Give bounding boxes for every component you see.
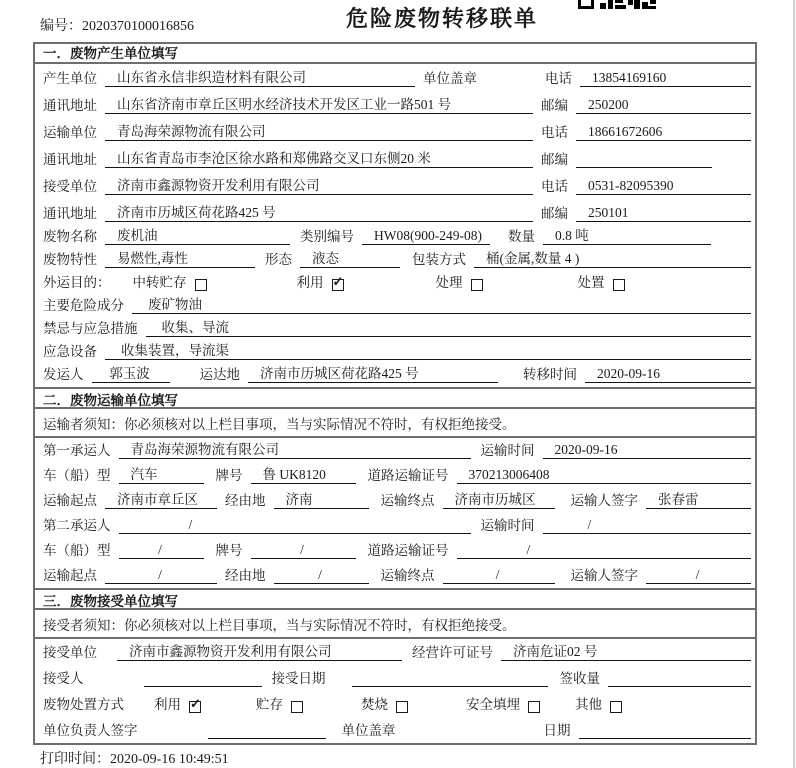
row-route-1 xyxy=(35,488,755,513)
purpose-option-treat xyxy=(436,275,483,291)
field-label: 禁忌与应急措施 xyxy=(43,321,138,336)
field-label: 发运人 xyxy=(43,367,84,382)
row-first-carrier xyxy=(35,438,755,463)
page-title: 危险废物转移联单 xyxy=(345,6,539,31)
receiving-unit-value: 济南市鑫源物资开发利用有限公司 xyxy=(117,644,402,661)
document-number xyxy=(40,15,194,35)
field-label: 通讯地址 xyxy=(43,98,97,113)
route-end-2-value: / xyxy=(443,567,555,584)
checkbox-treat xyxy=(471,279,483,291)
field-label: 牌号 xyxy=(215,543,243,558)
field-label: 道路运输证号 xyxy=(367,543,449,558)
route-start-2-value: / xyxy=(105,567,217,584)
transport-zip-value xyxy=(576,152,712,168)
route-end-value: 济南市历城区 xyxy=(443,492,555,509)
checkbox-label: 中转贮存 xyxy=(132,275,187,290)
producer-zip-value: 250200 xyxy=(576,97,751,114)
row-route-2 xyxy=(35,563,755,588)
field-label: 邮编 xyxy=(541,206,568,221)
field-label: 电话 xyxy=(545,71,572,86)
field-label: 牌号 xyxy=(215,468,243,483)
field-label: 运输人签字 xyxy=(570,568,638,583)
checkbox-label: 安全填埋 xyxy=(466,697,520,712)
seal-label: 单位盖章 xyxy=(341,723,396,738)
field-label: 签收量 xyxy=(559,671,600,686)
receiver-unit-value: 济南市鑫源物资开发利用有限公司 xyxy=(105,178,533,195)
producer-unit-value: 山东省永信非织造材料有限公司 xyxy=(105,70,415,87)
transporter-signature-value: 张春雷 xyxy=(646,492,751,509)
checkbox-label: 其他 xyxy=(575,697,602,712)
disposal-option-other xyxy=(575,697,622,713)
field-label: 数量 xyxy=(508,229,535,244)
field-label: 车（船）型 xyxy=(43,468,111,483)
field-label: 转移时间 xyxy=(523,367,577,382)
qr-code-fragment xyxy=(578,0,656,9)
section3-header: 三．废物接受单位填写 xyxy=(35,588,755,610)
packing-method-value: 桶(金属,数量 4 ) xyxy=(474,251,751,268)
field-label: 第一承运人 xyxy=(43,443,111,458)
disposal-option-incinerate xyxy=(361,697,408,713)
plate-number-2-value: / xyxy=(251,542,356,559)
field-label: 运输起点 xyxy=(43,493,97,508)
sign-date-value xyxy=(579,723,752,739)
row-emergency-equipment xyxy=(35,341,755,364)
checkbox-label: 贮存 xyxy=(256,697,283,712)
document-number-value: 2020370100016856 xyxy=(82,19,194,34)
field-label: 产生单位 xyxy=(43,71,97,86)
checkbox-dispose xyxy=(613,279,625,291)
row-receiving-unit xyxy=(35,639,755,665)
transport-unit-value: 青岛海荣源物流有限公司 xyxy=(105,124,533,141)
purpose-option-utilize xyxy=(297,275,344,291)
checkbox-disposal-landfill xyxy=(528,701,540,713)
row-vehicle-type-1 xyxy=(35,463,755,488)
receiver-notice: 接受者须知：你必须核对以上栏目事项，当与实际情况不符时，有权拒绝接受。 xyxy=(35,610,755,639)
plate-number-value: 鲁 UK8120 xyxy=(251,467,356,484)
waste-property-value: 易燃性,毒性 xyxy=(105,251,255,268)
print-time-label: 打印时间： xyxy=(40,752,110,767)
row-vehicle-type-2 xyxy=(35,538,755,563)
transfer-time-value: 2020-09-16 xyxy=(585,366,751,383)
field-label: 运输单位 xyxy=(43,125,97,140)
field-label: 单位负责人签字 xyxy=(43,723,138,738)
field-label: 运达地 xyxy=(199,367,240,382)
field-label: 接受人 xyxy=(43,671,84,686)
field-label: 日期 xyxy=(543,723,571,738)
field-label: 电话 xyxy=(541,179,568,194)
field-label: 应急设备 xyxy=(43,344,97,359)
row-producer-unit xyxy=(35,64,755,91)
route-via-value: 济南 xyxy=(274,492,369,509)
field-label: 道路运输证号 xyxy=(367,468,449,483)
field-label: 邮编 xyxy=(541,152,568,167)
transporter-notice: 运输者须知：你必须核对以上栏目事项，当与实际情况不符时，有权拒绝接受。 xyxy=(35,409,755,438)
page-edge-line xyxy=(793,0,795,768)
field-label: 接受单位 xyxy=(43,645,97,660)
road-permit-2-value: / xyxy=(457,542,752,559)
purpose-option-dispose xyxy=(578,275,625,291)
field-label: 邮编 xyxy=(541,98,568,113)
section2-header: 二．废物运输单位填写 xyxy=(35,387,755,409)
document-number-label: 编号： xyxy=(40,19,82,34)
transport-phone-value: 18661672606 xyxy=(576,124,751,141)
field-label: 运输时间 xyxy=(480,443,535,458)
row-transfer-purpose xyxy=(35,272,755,295)
waste-category-value: HW08(900-249-08) xyxy=(362,228,490,245)
check-mark: ✓ xyxy=(332,274,344,289)
route-via-2-value: / xyxy=(274,567,369,584)
vehicle-type-2-value: / xyxy=(119,542,204,559)
seal-label: 单位盖章 xyxy=(423,71,477,86)
accept-date-value xyxy=(352,671,548,687)
waste-name-value: 废机油 xyxy=(105,228,290,245)
print-time xyxy=(40,748,229,768)
field-label: 通讯地址 xyxy=(43,152,97,167)
row-taboo-measures xyxy=(35,318,755,341)
producer-phone-value: 13854169160 xyxy=(580,70,751,87)
field-label: 废物处置方式 xyxy=(43,697,124,712)
row-acceptor xyxy=(35,665,755,691)
row-transport-address xyxy=(35,145,755,172)
field-label: 主要危险成分 xyxy=(43,298,124,313)
dispatcher-value: 郭玉波 xyxy=(92,366,170,383)
checkbox-label: 处置 xyxy=(577,275,605,290)
receiver-phone-value: 0531-82095390 xyxy=(576,178,751,195)
section1-header: 一．废物产生单位填写 xyxy=(35,44,755,64)
emergency-equipment-value: 收集装置，导流渠 xyxy=(105,343,751,360)
waste-form-value: 液态 xyxy=(300,251,400,268)
field-label: 第二承运人 xyxy=(43,518,111,533)
disposal-option-utilize xyxy=(154,697,201,713)
manifest-form xyxy=(33,42,757,745)
destination-value: 济南市历城区荷花路425 号 xyxy=(248,366,498,383)
row-receiver-unit xyxy=(35,172,755,199)
row-disposal-method xyxy=(35,691,755,717)
transport-time-value: 2020-09-16 xyxy=(543,442,752,459)
field-label: 类别编号 xyxy=(300,229,354,244)
field-label: 形态 xyxy=(265,252,292,267)
purpose-option-transfer-storage xyxy=(133,275,207,291)
field-label: 外运目的： xyxy=(43,275,111,290)
field-label: 经由地 xyxy=(225,493,266,508)
row-hazard-component xyxy=(35,295,755,318)
print-time-value: 2020-09-16 10:49:51 xyxy=(110,752,229,767)
receiver-address-value: 济南市历城区荷花路425 号 xyxy=(105,205,533,222)
route-start-value: 济南市章丘区 xyxy=(105,492,217,509)
checkbox-disposal-utilize xyxy=(189,696,201,713)
field-label: 经由地 xyxy=(225,568,266,583)
business-permit-value: 济南危证02 号 xyxy=(501,644,751,661)
receiver-zip-value: 250101 xyxy=(576,205,751,222)
checkbox-label: 处理 xyxy=(435,275,463,290)
row-waste-name xyxy=(35,226,755,249)
field-label: 经营许可证号 xyxy=(412,645,493,660)
row-producer-address xyxy=(35,91,755,118)
producer-address-value: 山东省济南市章丘区明水经济技术开发区工业一路501 号 xyxy=(105,97,533,114)
road-permit-value: 370213006408 xyxy=(457,467,752,484)
field-label: 包装方式 xyxy=(412,252,466,267)
received-quantity-value xyxy=(608,671,751,687)
field-label: 运输起点 xyxy=(43,568,97,583)
field-label: 运输时间 xyxy=(480,518,535,533)
disposal-option-store xyxy=(256,697,303,713)
first-carrier-value: 青岛海荣源物流有限公司 xyxy=(119,442,471,459)
row-responsible-signature xyxy=(35,717,755,743)
field-label: 运输终点 xyxy=(380,493,435,508)
row-dispatcher xyxy=(35,364,755,387)
waste-quantity-value: 0.8 吨 xyxy=(543,228,711,245)
field-label: 通讯地址 xyxy=(43,206,97,221)
field-label: 电话 xyxy=(541,125,568,140)
disposal-option-landfill xyxy=(466,697,540,713)
checkbox-disposal-other xyxy=(610,701,622,713)
row-transport-unit xyxy=(35,118,755,145)
taboo-measures-value: 收集、导流 xyxy=(146,320,752,337)
field-label: 运输终点 xyxy=(380,568,435,583)
vehicle-type-value: 汽车 xyxy=(119,467,204,484)
checkbox-utilize xyxy=(332,274,344,291)
checkbox-label: 利用 xyxy=(154,697,181,712)
checkbox-label: 焚烧 xyxy=(361,697,388,712)
field-label: 车（船）型 xyxy=(43,543,111,558)
row-receiver-address xyxy=(35,199,755,226)
field-label: 废物名称 xyxy=(43,229,97,244)
checkbox-transfer-storage xyxy=(195,279,207,291)
responsible-signature-value xyxy=(208,723,326,739)
transporter-signature-2-value: / xyxy=(646,567,751,584)
field-label: 接受日期 xyxy=(271,671,326,686)
checkbox-disposal-incinerate xyxy=(396,701,408,713)
checkbox-label: 利用 xyxy=(296,275,324,290)
field-label: 运输人签字 xyxy=(570,493,638,508)
acceptor-value xyxy=(144,671,262,687)
row-second-carrier xyxy=(35,513,755,538)
second-carrier-value: / xyxy=(119,517,471,534)
transport-address-value: 山东省青岛市李沧区徐水路和郑佛路交叉口东侧20 米 xyxy=(105,151,533,168)
field-label: 接受单位 xyxy=(43,179,97,194)
field-label: 废物特性 xyxy=(43,252,97,267)
check-mark: ✓ xyxy=(190,696,201,711)
transport-time-2-value: / xyxy=(543,517,752,534)
checkbox-disposal-store xyxy=(291,701,303,713)
hazard-component-value: 废矿物油 xyxy=(132,297,751,314)
row-waste-property xyxy=(35,249,755,272)
